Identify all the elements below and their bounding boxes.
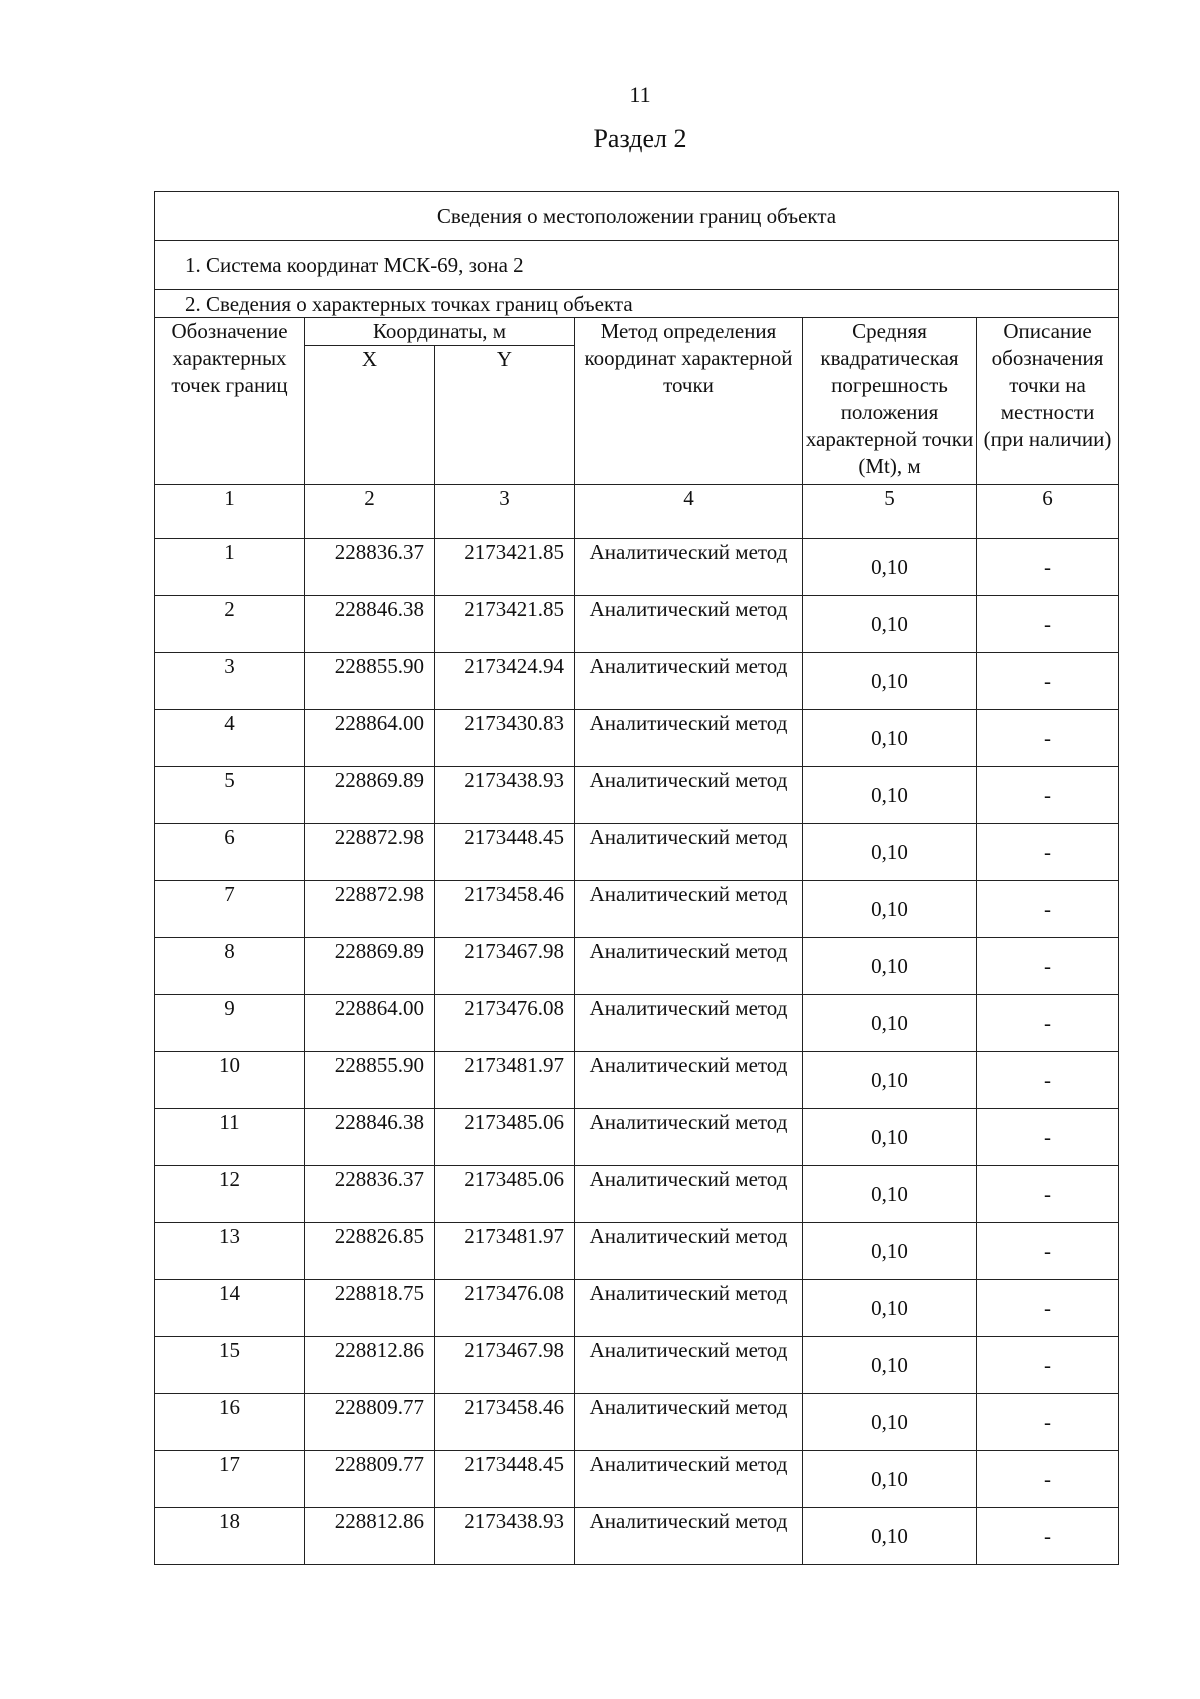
- column-number: 6: [977, 485, 1119, 539]
- coordinate-y: 2173467.98: [435, 1337, 575, 1394]
- table-row: [155, 1394, 1119, 1451]
- coordinate-x: 228864.00: [305, 995, 435, 1052]
- coordinate-x: 228836.37: [305, 1166, 435, 1223]
- point-number: 18: [155, 1508, 305, 1565]
- description-cell: -: [977, 767, 1119, 824]
- page-number: 11: [629, 82, 651, 107]
- method-cell: Аналитический метод: [575, 1394, 803, 1451]
- mean-error-cell: 0,10: [803, 1337, 977, 1394]
- points-info: 2. Сведения о характерных точках границ объекта: [155, 290, 1119, 318]
- method-cell: Аналитический метод: [575, 1166, 803, 1223]
- point-number: 14: [155, 1280, 305, 1337]
- method-cell: Аналитический метод: [575, 1280, 803, 1337]
- point-number: 13: [155, 1223, 305, 1280]
- coordinate-y: 2173438.93: [435, 767, 575, 824]
- table-row: [155, 1052, 1119, 1109]
- point-number: 12: [155, 1166, 305, 1223]
- point-number: 15: [155, 1337, 305, 1394]
- method-cell: Аналитический метод: [575, 596, 803, 653]
- method-cell: Аналитический метод: [575, 881, 803, 938]
- mean-error-cell: 0,10: [803, 539, 977, 596]
- header-x: X: [305, 346, 435, 485]
- header-coordinates: Координаты, м: [305, 318, 575, 346]
- description-cell: -: [977, 881, 1119, 938]
- table-row: [155, 653, 1119, 710]
- method-cell: Аналитический метод: [575, 1337, 803, 1394]
- header-point-designation: Обозначение характерных точек границ: [155, 318, 305, 485]
- point-number: 9: [155, 995, 305, 1052]
- coordinate-y: 2173458.46: [435, 881, 575, 938]
- table-row: [155, 710, 1119, 767]
- mean-error-cell: 0,10: [803, 1508, 977, 1565]
- point-number: 8: [155, 938, 305, 995]
- description-cell: -: [977, 653, 1119, 710]
- table-row: [155, 596, 1119, 653]
- coordinate-y: 2173421.85: [435, 539, 575, 596]
- coordinate-y: 2173485.06: [435, 1166, 575, 1223]
- mean-error-cell: 0,10: [803, 1166, 977, 1223]
- coordinate-system: 1. Система координат МСК-69, зона 2: [155, 241, 1119, 290]
- description-cell: -: [977, 938, 1119, 995]
- description-cell: -: [977, 1280, 1119, 1337]
- column-number: 3: [435, 485, 575, 539]
- column-number: 4: [575, 485, 803, 539]
- method-cell: Аналитический метод: [575, 1052, 803, 1109]
- table-row: [155, 881, 1119, 938]
- point-number: 17: [155, 1451, 305, 1508]
- mean-error-cell: 0,10: [803, 1052, 977, 1109]
- mean-error-cell: 0,10: [803, 824, 977, 881]
- coordinate-x: 228846.38: [305, 596, 435, 653]
- method-cell: Аналитический метод: [575, 1109, 803, 1166]
- point-number: 7: [155, 881, 305, 938]
- column-number: 5: [803, 485, 977, 539]
- coordinate-x: 228812.86: [305, 1337, 435, 1394]
- table-row: [155, 938, 1119, 995]
- method-cell: Аналитический метод: [575, 1223, 803, 1280]
- coordinate-x: 228836.37: [305, 539, 435, 596]
- mean-error-cell: 0,10: [803, 596, 977, 653]
- coordinate-y: 2173448.45: [435, 824, 575, 881]
- coordinate-x: 228809.77: [305, 1394, 435, 1451]
- point-number: 1: [155, 539, 305, 596]
- method-cell: Аналитический метод: [575, 1508, 803, 1565]
- coordinate-y: 2173476.08: [435, 995, 575, 1052]
- boundary-points-table: [154, 191, 1119, 1565]
- coordinate-y: 2173481.97: [435, 1223, 575, 1280]
- coordinate-y: 2173424.94: [435, 653, 575, 710]
- point-number: 3: [155, 653, 305, 710]
- table-row: [155, 1508, 1119, 1565]
- description-cell: -: [977, 710, 1119, 767]
- coordinate-x: 228855.90: [305, 653, 435, 710]
- table-row: [155, 767, 1119, 824]
- mean-error-cell: 0,10: [803, 938, 977, 995]
- coordinate-y: 2173485.06: [435, 1109, 575, 1166]
- table-row: [155, 1280, 1119, 1337]
- description-cell: -: [977, 1451, 1119, 1508]
- table-title-row: [155, 192, 1119, 241]
- coordinate-y: 2173458.46: [435, 1394, 575, 1451]
- section-title: Раздел 2: [593, 124, 687, 153]
- mean-error-cell: 0,10: [803, 1223, 977, 1280]
- method-cell: Аналитический метод: [575, 995, 803, 1052]
- table-row: [155, 1166, 1119, 1223]
- method-cell: Аналитический метод: [575, 767, 803, 824]
- coordinate-x: 228869.89: [305, 767, 435, 824]
- mean-error-cell: 0,10: [803, 1394, 977, 1451]
- table-row: [155, 995, 1119, 1052]
- description-cell: -: [977, 1109, 1119, 1166]
- column-numbers-row: [155, 485, 1119, 539]
- coordinate-y: 2173467.98: [435, 938, 575, 995]
- coordinate-x: 228855.90: [305, 1052, 435, 1109]
- header-mean-error: Средняя квадратическая погрешность положения характерной точки (Mt), м: [803, 318, 977, 485]
- point-number: 6: [155, 824, 305, 881]
- mean-error-cell: 0,10: [803, 1109, 977, 1166]
- point-number: 5: [155, 767, 305, 824]
- mean-error-cell: 0,10: [803, 767, 977, 824]
- description-cell: -: [977, 596, 1119, 653]
- method-cell: Аналитический метод: [575, 824, 803, 881]
- coordinate-y: 2173430.83: [435, 710, 575, 767]
- mean-error-cell: 0,10: [803, 653, 977, 710]
- column-number: 2: [305, 485, 435, 539]
- coordinate-x: 228812.86: [305, 1508, 435, 1565]
- method-cell: Аналитический метод: [575, 539, 803, 596]
- coordinate-x: 228846.38: [305, 1109, 435, 1166]
- point-number: 10: [155, 1052, 305, 1109]
- method-cell: Аналитический метод: [575, 653, 803, 710]
- coordinate-y: 2173448.45: [435, 1451, 575, 1508]
- point-number: 4: [155, 710, 305, 767]
- table-row: [155, 824, 1119, 881]
- method-cell: Аналитический метод: [575, 1451, 803, 1508]
- table-title: Сведения о местоположении границ объекта: [155, 192, 1119, 241]
- point-number: 11: [155, 1109, 305, 1166]
- coordinate-x: 228872.98: [305, 824, 435, 881]
- header-description: Описание обозначения точки на местности (при наличии): [977, 318, 1119, 485]
- coordinate-y: 2173476.08: [435, 1280, 575, 1337]
- mean-error-cell: 0,10: [803, 710, 977, 767]
- table-row: [155, 1109, 1119, 1166]
- coordinate-y: 2173481.97: [435, 1052, 575, 1109]
- coordinate-y: 2173421.85: [435, 596, 575, 653]
- header-row-1: [155, 318, 1119, 346]
- coordinate-x: 228809.77: [305, 1451, 435, 1508]
- mean-error-cell: 0,10: [803, 881, 977, 938]
- mean-error-cell: 0,10: [803, 1451, 977, 1508]
- method-cell: Аналитический метод: [575, 938, 803, 995]
- description-cell: -: [977, 1223, 1119, 1280]
- coordinate-x: 228826.85: [305, 1223, 435, 1280]
- description-cell: -: [977, 1508, 1119, 1565]
- coordinate-x: 228864.00: [305, 710, 435, 767]
- point-number: 2: [155, 596, 305, 653]
- description-cell: -: [977, 1394, 1119, 1451]
- header-method: Метод определения координат характерной точки: [575, 318, 803, 485]
- method-cell: Аналитический метод: [575, 710, 803, 767]
- coordinate-y: 2173438.93: [435, 1508, 575, 1565]
- description-cell: -: [977, 1166, 1119, 1223]
- mean-error-cell: 0,10: [803, 1280, 977, 1337]
- column-number: 1: [155, 485, 305, 539]
- description-cell: -: [977, 539, 1119, 596]
- description-cell: -: [977, 1337, 1119, 1394]
- coordinate-system-row: [155, 241, 1119, 290]
- description-cell: -: [977, 824, 1119, 881]
- description-cell: -: [977, 995, 1119, 1052]
- table-row: [155, 1451, 1119, 1508]
- mean-error-cell: 0,10: [803, 995, 977, 1052]
- coordinate-x: 228818.75: [305, 1280, 435, 1337]
- description-cell: -: [977, 1052, 1119, 1109]
- table-row: [155, 1337, 1119, 1394]
- coordinate-x: 228872.98: [305, 881, 435, 938]
- point-number: 16: [155, 1394, 305, 1451]
- coordinate-x: 228869.89: [305, 938, 435, 995]
- table-row: [155, 539, 1119, 596]
- table-row: [155, 1223, 1119, 1280]
- points-info-row: [155, 290, 1119, 318]
- header-y: Y: [435, 346, 575, 485]
